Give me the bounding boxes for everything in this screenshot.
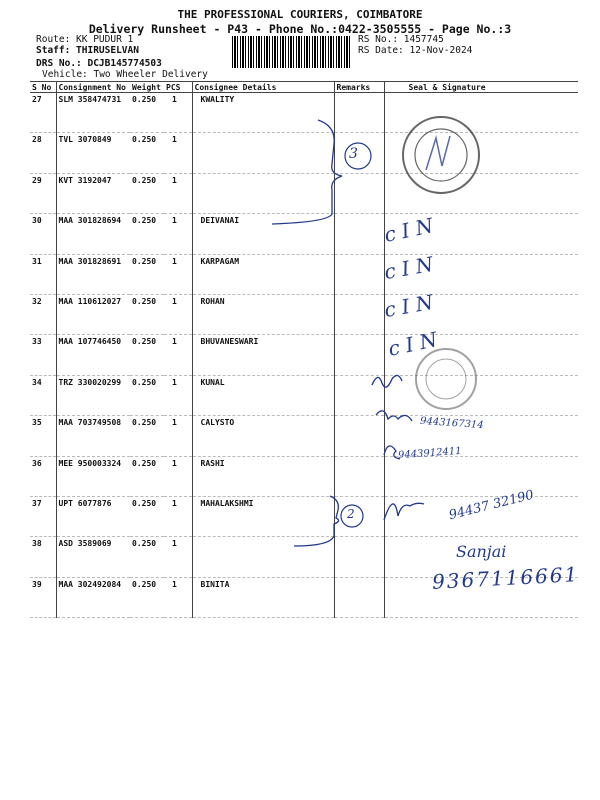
row-pcs: 1: [164, 496, 192, 536]
row-consignee: CALYSTO: [192, 416, 334, 456]
row-pcs: 1: [164, 335, 192, 375]
row-consignee: MAHALAKSHMI: [192, 496, 334, 536]
row-sno: 27: [30, 93, 56, 133]
row-weight: 0.250: [130, 496, 164, 536]
kunal-stamp: [416, 349, 476, 409]
row-sno: 37: [30, 496, 56, 536]
row-sno: 30: [30, 214, 56, 254]
row-sno: 29: [30, 173, 56, 213]
row-consignee: DEIVANAI: [192, 214, 334, 254]
row-consignee: KWALITY: [192, 93, 334, 133]
row-consignee: BHUVANESWARI: [192, 335, 334, 375]
col-header-consignee: Consignee Details: [192, 82, 334, 93]
row-weight: 0.250: [130, 456, 164, 496]
row-consignee: KUNAL: [192, 375, 334, 415]
row-sno: 35: [30, 416, 56, 456]
row-sno: 36: [30, 456, 56, 496]
row-consignment-no: MAA 703749508: [56, 416, 130, 456]
row-weight: 0.250: [130, 335, 164, 375]
cin-mark-30: c I N: [382, 213, 436, 247]
row-sno: 31: [30, 254, 56, 294]
phone-row-39: 9367116661: [431, 562, 580, 594]
col-header-sno: S No: [30, 82, 56, 93]
row-weight: 0.250: [130, 173, 164, 213]
row-pcs: 1: [164, 456, 192, 496]
col-header-consignment: Consignment No: [56, 82, 130, 93]
row-sno: 33: [30, 335, 56, 375]
drs-number: DRS No.: DCJB145774503: [36, 58, 162, 69]
col-header-pcs: PCS: [164, 82, 192, 93]
row-consignee: KARPAGAM: [192, 254, 334, 294]
row-pcs: 1: [164, 173, 192, 213]
row-pcs: 1: [164, 577, 192, 617]
phone-row-35: 9443167314: [419, 415, 484, 432]
row-consignment-no: MAA 107746450: [56, 335, 130, 375]
row-weight: 0.250: [130, 214, 164, 254]
row-sno: 28: [30, 133, 56, 173]
bracket-mark-top: [272, 120, 342, 224]
count-top: 3: [349, 146, 358, 162]
row-consignment-no: MAA 301828691: [56, 254, 130, 294]
name-row-39: Sanjai: [456, 542, 507, 561]
row-weight: 0.250: [130, 416, 164, 456]
row-pcs: 1: [164, 375, 192, 415]
company-title: THE PROFESSIONAL COURIERS, COIMBATORE: [177, 8, 423, 21]
rs-number: RS No.: 1457745: [358, 34, 444, 45]
col-header-weight: Weight: [130, 82, 164, 93]
cin-mark-33: c I N: [386, 327, 440, 361]
row-consignee: BINITA: [192, 577, 334, 617]
row-consignee: ROHAN: [192, 294, 334, 334]
row-pcs: 1: [164, 254, 192, 294]
row-consignment-no: TRZ 330020299: [56, 375, 130, 415]
staff-label: Staff: THIRUSELVAN: [36, 45, 139, 56]
phone-row-36: 9443912411: [397, 445, 462, 462]
row-consignment-no: UPT 6077876: [56, 496, 130, 536]
row-pcs: 1: [164, 537, 192, 577]
kwality-stamp: [403, 117, 479, 193]
cin-mark-31: c I N: [382, 251, 436, 285]
row-consignment-no: MAA 301828694: [56, 214, 130, 254]
row-weight: 0.250: [130, 537, 164, 577]
row-pcs: 1: [164, 416, 192, 456]
row-consignment-no: MEE 950003324: [56, 456, 130, 496]
row-consignment-no: MAA 302492084: [56, 577, 130, 617]
count-bottom: 2: [347, 507, 355, 521]
runsheet-subtitle: Delivery Runsheet - P43 - Phone No.:0422-3505555 - Page No.:3: [88, 22, 512, 36]
row-sno: 32: [30, 294, 56, 334]
row-pcs: 1: [164, 133, 192, 173]
row-pcs: 1: [164, 93, 192, 133]
row-consignment-no: TVL 3070849: [56, 133, 130, 173]
row-weight: 0.250: [130, 375, 164, 415]
bracket-mark-bottom: [294, 496, 339, 546]
row-weight: 0.250: [130, 93, 164, 133]
route-label: Route: KK PUDUR 1: [36, 34, 134, 45]
cin-mark-32: c I N: [382, 289, 436, 323]
row-weight: 0.250: [130, 577, 164, 617]
row-sno: 39: [30, 577, 56, 617]
phone-row-37: 94437 32190: [447, 487, 536, 524]
row-weight: 0.250: [130, 133, 164, 173]
signature-row-34: [372, 375, 402, 387]
row-consignment-no: ASD 3589069: [56, 537, 130, 577]
row-sno: 34: [30, 375, 56, 415]
row-pcs: 1: [164, 214, 192, 254]
row-consignee: RASHI: [192, 456, 334, 496]
row-consignment-no: SLM 358474731: [56, 93, 130, 133]
col-header-remarks: Remarks: [334, 82, 384, 93]
row-sno: 38: [30, 537, 56, 577]
row-weight: 0.250: [130, 254, 164, 294]
signature-row-35: [376, 411, 412, 421]
signature-row-37: [384, 503, 424, 520]
row-consignment-no: MAA 110612027: [56, 294, 130, 334]
col-header-seal: Seal & Signature: [384, 82, 578, 93]
row-consignment-no: KVT 3192047: [56, 173, 130, 213]
row-pcs: 1: [164, 294, 192, 334]
row-weight: 0.250: [130, 294, 164, 334]
vehicle-label: Vehicle: Two Wheeler Delivery: [42, 69, 208, 80]
rs-date: RS Date: 12-Nov-2024: [358, 45, 473, 56]
